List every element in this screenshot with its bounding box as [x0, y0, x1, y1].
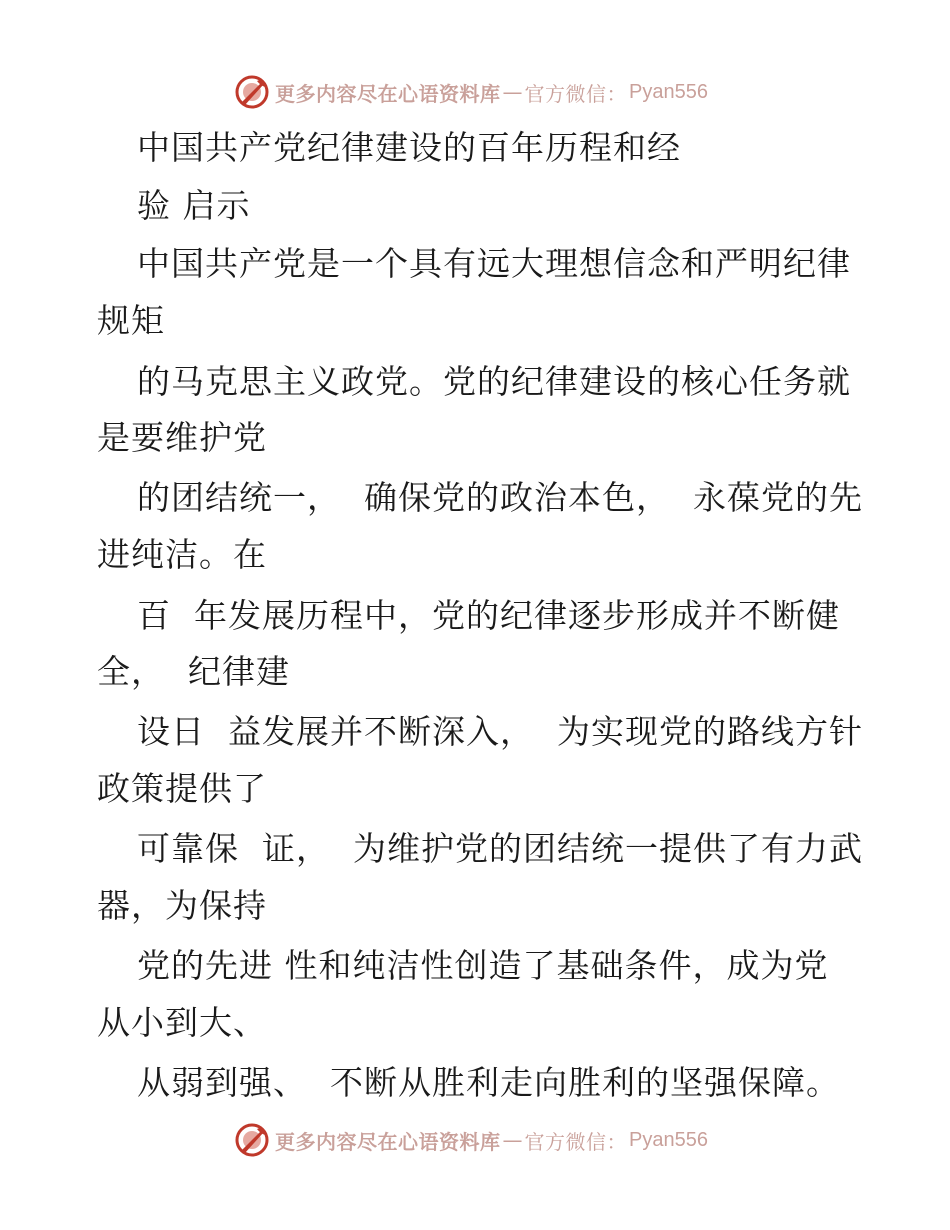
text-line: 规矩	[97, 301, 165, 340]
text-line: 全， 纪律建	[97, 652, 290, 691]
text-line: 可靠保 证， 为维护党的团结统一提供了有力武	[137, 829, 863, 868]
text-line: 从弱到强、 不断从胜利走向胜利的坚强保障。	[137, 1063, 840, 1102]
text-line: 设日 益发展并不断深入， 为实现党的路线方针	[137, 712, 863, 751]
text-line: 政策提供了	[97, 769, 267, 808]
text-line: 党的先进 性和纯洁性创造了基础条件，成为党	[137, 946, 829, 985]
footer-watermark	[235, 1120, 708, 1160]
text-line: 从小到大、	[97, 1003, 267, 1042]
text-line: 验 启示	[137, 186, 251, 225]
watermark-official-text: 官方微信：	[524, 81, 627, 106]
quill-logo-icon	[235, 1123, 269, 1157]
header-watermark	[235, 72, 708, 112]
watermark-dash: —	[502, 1128, 523, 1152]
text-line: 器，为保持	[97, 886, 267, 925]
quill-logo-icon	[235, 75, 269, 109]
watermark-account-id: Pyan556	[629, 1128, 708, 1151]
text-line: 中国共产党是一个具有远大理想信念和严明纪律	[137, 244, 851, 283]
text-line: 的马克思主义政党。党的纪律建设的核心任务就	[137, 362, 851, 401]
text-line: 进纯洁。在	[97, 535, 267, 574]
text-line: 中国共产党纪律建设的百年历程和经	[137, 128, 681, 167]
text-line: 是要维护党	[97, 418, 267, 457]
watermark-dash: —	[502, 80, 523, 104]
watermark-site-text: 更多内容尽在心语资料库	[275, 1129, 501, 1154]
text-line: 百 年发展历程中，党的纪律逐步形成并不断健	[137, 596, 840, 635]
text-line: 的团结统一， 确保党的政治本色， 永葆党的先	[137, 478, 863, 517]
watermark-site-text: 更多内容尽在心语资料库	[275, 81, 501, 106]
watermark-account-id: Pyan556	[629, 80, 708, 103]
watermark-official-text: 官方微信：	[524, 1129, 627, 1154]
